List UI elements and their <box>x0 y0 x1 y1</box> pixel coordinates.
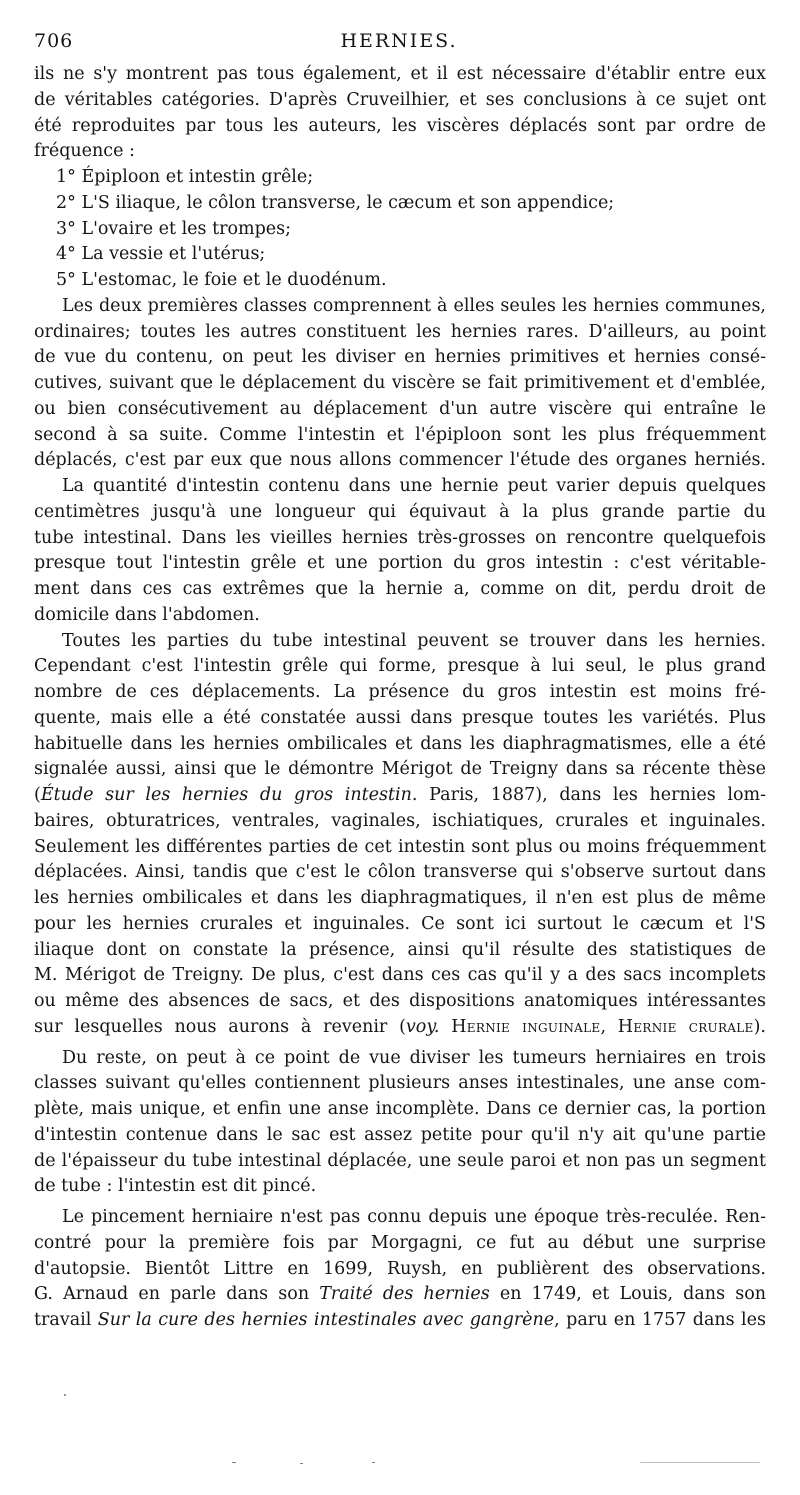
text-line: déplacés, c'est par eux que nous allons commencer l'étude des organes herniés. <box>34 450 766 471</box>
text-line: nombre de ces déplacements. La présence du gros intestin est moins fré- <box>34 682 766 702</box>
text-line: cutives, suivant que le déplacement du viscère se fait primitivement et d'emblée, <box>34 373 766 393</box>
paragraph <box>34 474 766 629</box>
text-line: Les deux premières classes comprennent à elles seules les hernies communes, <box>62 295 766 316</box>
page-header <box>34 30 764 56</box>
text-line <box>34 1015 766 1041</box>
text-fragment: sur lesquelles nous aurons à revenir ( <box>34 1016 406 1037</box>
text-line: second à sa suite. Comme l'intestin et l'épiploon sont les plus fréquemment <box>34 424 766 445</box>
text-line: habituelle dans les hernies ombilicales et dans les diaphragmatismes, elle a été <box>34 733 766 754</box>
paragraph <box>34 629 766 1041</box>
cross-reference: Hernie crurale <box>617 1016 754 1037</box>
list-item: 2° L'S iliaque, le côlon transverse, le cæcum et son appendice; <box>56 192 615 213</box>
paragraph <box>34 1205 766 1334</box>
text-line <box>34 783 766 809</box>
text-line: presque tout l'intestin grêle et une portion du gros intestin : c'est véritable- <box>34 553 766 574</box>
text-line: classes suivant qu'elles contiennent plusieurs anses intestinales, une anse com- <box>34 1073 766 1094</box>
text-fragment: , paru en 1757 dans les <box>554 1310 766 1330</box>
text-line: les hernies ombilicales et dans les diaphragmatiques, il n'en est plus de même <box>34 888 766 908</box>
text-fragment: en 1749, et Louis, dans son <box>489 1284 766 1305</box>
text-line: Le pincement herniaire n'est pas connu depuis une époque très-reculée. Ren- <box>62 1207 766 1227</box>
italic-title: Étude sur les hernies du gros intestin <box>40 785 412 805</box>
text-line: Cependant c'est l'intestin grêle qui forme, presque à lui seul, le plus grand <box>34 656 766 677</box>
running-title: HERNIES. <box>340 30 458 52</box>
page-number: 706 <box>34 30 74 52</box>
list-item: 1° Épiploon et intestin grêle; <box>56 167 314 187</box>
paragraph <box>34 62 766 165</box>
text-line: Du reste, on peut à ce point de vue diviser les tumeurs herniaires en trois <box>62 1047 766 1068</box>
text-line: d'intestin contenue dans le sac est assez petite pour qu'il n'y ait qu'une partie <box>34 1124 766 1145</box>
text-line: centimètres jusqu'à une longueur qui équivaut à la plus grande partie du <box>34 501 766 522</box>
text-fragment: travail <box>34 1310 98 1330</box>
list-item: 4° La vessie et l'utérus; <box>56 244 266 265</box>
text-line: plète, mais unique, et enfin une anse incomplète. Dans ce dernier cas, la portion <box>34 1099 766 1119</box>
text-line: fréquence : <box>34 141 135 162</box>
text-line: de l'épaisseur du tube intestinal déplacée, une seule paroi et non pas un segment <box>34 1150 766 1171</box>
text-line: tube intestinal. Dans les vieilles hernies très-grosses on rencontre quelquefois <box>34 527 766 548</box>
text-line: pour les hernies crurales et inguinales. Ce sont ici surtout le cæcum et l'S <box>34 913 766 934</box>
body-text <box>34 62 766 1334</box>
text-line: déplacées. Ainsi, tandis que c'est le côlon transverse qui s'observe surtout dans <box>34 862 766 883</box>
text-line: signalée aussi, ainsi que le démontre Mérigot de Treigny dans sa récente thèse <box>34 759 766 780</box>
cross-reference: Hernie inguinale <box>451 1016 601 1037</box>
text-line <box>34 1282 766 1308</box>
scan-speck <box>300 1463 303 1464</box>
text-line: Seulement les différentes parties de cet intestin sont plus ou moins fréquemment <box>34 836 766 857</box>
text-line: d'autopsie. Bientôt Littre en 1699, Ruysh, en publièrent des observations. <box>34 1258 766 1279</box>
scan-speck <box>232 1462 236 1463</box>
text-line: contré pour la première fois par Morgagni, ce fut au début une surprise <box>34 1232 766 1253</box>
text-line: La quantité d'intestin contenu dans une hernie peut varier depuis quelques <box>62 476 766 496</box>
italic-title: Traité des hernies <box>319 1284 490 1305</box>
text-line: quente, mais elle a été constatée aussi dans presque toutes les variétés. Plus <box>34 707 766 728</box>
text-line: de vue du contenu, on peut les diviser en hernies primitives et hernies consé- <box>34 347 766 368</box>
list-item: 3° L'ovaire et les trompes; <box>56 218 292 239</box>
text-line <box>34 1308 766 1334</box>
text-line: domicile dans l'abdomen. <box>34 604 260 625</box>
text-fragment: . Paris, 1887), dans les hernies lom- <box>411 785 766 805</box>
scan-speck <box>372 1462 375 1463</box>
scan-speck <box>64 1394 66 1396</box>
text-fragment: ). <box>753 1016 766 1037</box>
text-line: de véritables catégories. D'après Cruveilhier, et ses conclusions à ce sujet ont <box>34 89 766 110</box>
text-line: été reproduites par tous les auteurs, les viscères déplacés sont par ordre de <box>34 115 766 136</box>
text-fragment: G. Arnaud en parle dans son <box>34 1284 320 1305</box>
text-line: baires, obturatrices, ventrales, vaginales, ischiatiques, crurales et inguinales. <box>34 810 766 831</box>
paragraph <box>34 294 766 474</box>
list-item: 5° L'estomac, le foie et le duodénum. <box>56 270 387 290</box>
text-line: ordinaires; toutes les autres constituent les hernies rares. D'ailleurs, au point <box>34 321 766 342</box>
text-fragment: ( <box>34 785 41 805</box>
text-line: ou bien consécutivement au déplacement d'un autre viscère qui entraîne le <box>34 398 766 419</box>
viscera-list <box>34 165 766 294</box>
italic-abbrev: voy. <box>405 1016 440 1037</box>
text-line: M. Mérigot de Treigny. De plus, c'est dans ces cas qu'il y a des sacs incomplets <box>34 965 766 986</box>
italic-title: Sur la cure des hernies intestinales avec gangrène <box>97 1310 555 1330</box>
paragraph <box>34 1046 766 1201</box>
text-line: de tube : l'intestin est dit pincé. <box>34 1176 317 1197</box>
text-line: Toutes les parties du tube intestinal peuvent se trouver dans les hernies. <box>62 630 766 651</box>
scan-speck <box>640 1462 760 1463</box>
text-line: iliaque dont on constate la présence, ainsi qu'il résulte des statistiques de <box>34 939 766 960</box>
text-line: ment dans ces cas extrêmes que la hernie a, comme on dit, perdu droit de <box>34 579 766 599</box>
text-line: ou même des absences de sacs, et des dispositions anatomiques intéressantes <box>34 991 766 1011</box>
text-line: ils ne s'y montrent pas tous également, et il est nécessaire d'établir entre eux <box>34 64 766 84</box>
text-fragment: , <box>600 1016 618 1037</box>
